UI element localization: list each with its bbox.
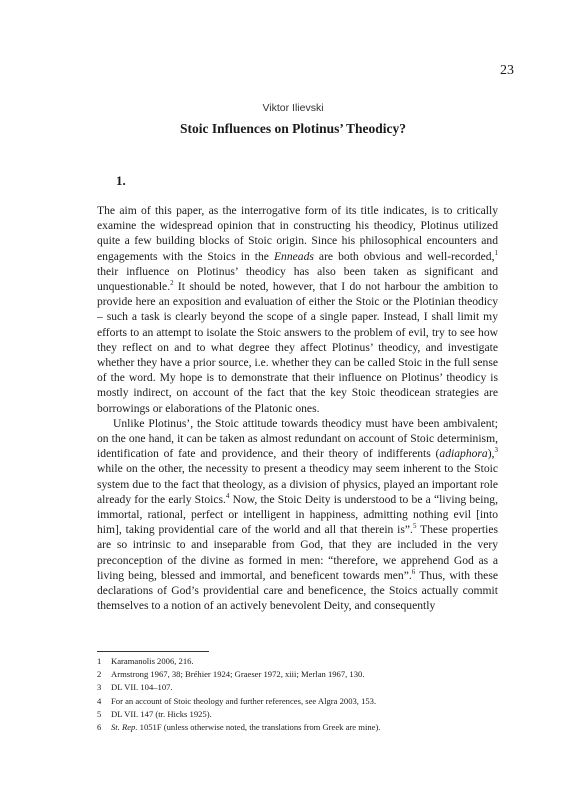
section-heading: 1. xyxy=(116,173,126,188)
paragraph-1: The aim of this paper, as the interrogative form of its title indicates, is to critically examine the widespread opinion that in constructing his theodicy, Plotinus utilized quite a few building blocks of Stoic origin. Since his philosophical encounters and engagements with the Stoics in the Enneads are both obvious and well-recorded,$^1$ their influence on Plotinus’ theodicy has also been taken as significant and unquestionable.$^2$ It should be noted, however, that I do not harbour the ambition to provide here an exposition and evaluation of either the Stoic or the Plotinian theodicy – such a task is clearly beyond the scope of a single paper. Instead, I shall limit my efforts to an attempt to isolate the Stoic answers to the problem of evil, try to see how they reflect on and to what degree they affect Plotinus’ theodicy, and investigate whether they have a prior source, i.e. whether they can be called Stoic in the full sense of the word. My hope is to demonstrate that their influence on Plotinus’ theodicy is mostly indirect, on account of the fact that the key Stoic theodicean strategies are borrowings or elaborations of the Platonic ones. xyxy=(97,204,499,415)
footnote-divider xyxy=(97,651,209,652)
paragraph-2: Unlike Plotinus’, the Stoic attitude towards theodicy must have been ambivalent; on the one hand, it can be taken as almost redundant on account of Stoic determinism, identification of fate and providence, and their theory of indifferents (adiaphora),$^3$ while on the other, the necessity to present a theodicy may seem inherent to the Stoic system due to the fact that theology, as a division of physics, played an important role already for the early Stoics.$^4$ Now, the Stoic Deity is understood to be a “living being, immortal, rational, perfect or intelligent in happiness, admitting nothing evil [into him], taking providential care of the world and all that therein is”.$^5$ These properties are so intrinsic to and inseparable from God, that they are included in the very preconception of the divine as formed in men: “therefore, we apprehend God as a living being, blessed and immortal, and beneficent towards men”.$^6$ Thus, with these declarations of God’s providential care and beneficence, the Stoics actually commit themselves to a notion of an actively benevolent Deity, and consequently xyxy=(97,416,498,613)
body-text xyxy=(97,203,498,613)
footnote: 2 Armstrong 1967, 38; Bréhier 1924; Graeser 1972, xiii; Merlan 1967, 130. xyxy=(97,669,365,680)
footnote: 5 DL VII. 147 (tr. Hicks 1925). xyxy=(97,708,212,719)
footnote-ref-2[interactable]: 2 xyxy=(170,279,174,288)
footnote-ref-3[interactable]: 3 xyxy=(494,446,498,455)
footnotes xyxy=(97,655,517,734)
paper-title: Stoic Influences on Plotinus’ Theodicy? xyxy=(179,121,407,136)
footnote-ref-5[interactable]: 5 xyxy=(412,522,417,531)
footnote: 3 DL VII. 104–107. xyxy=(97,682,173,693)
footnote: 4 For an account of Stoic theology and further references, see Algra 2003, 153. xyxy=(97,695,377,706)
footnote-ref-1[interactable]: 1 xyxy=(494,248,499,257)
author-name: Viktor Ilievski xyxy=(262,102,324,114)
footnote: 1 Karamanolis 2006, 216. xyxy=(97,656,194,666)
page-number: 23 xyxy=(500,63,514,78)
footnote-ref-6[interactable]: 6 xyxy=(411,568,416,577)
footnote-ref-4[interactable]: 4 xyxy=(225,492,230,500)
footnote: 6 St. Rep. 1051F (unless otherwise noted, the translations from Greek are mine). xyxy=(97,722,381,733)
